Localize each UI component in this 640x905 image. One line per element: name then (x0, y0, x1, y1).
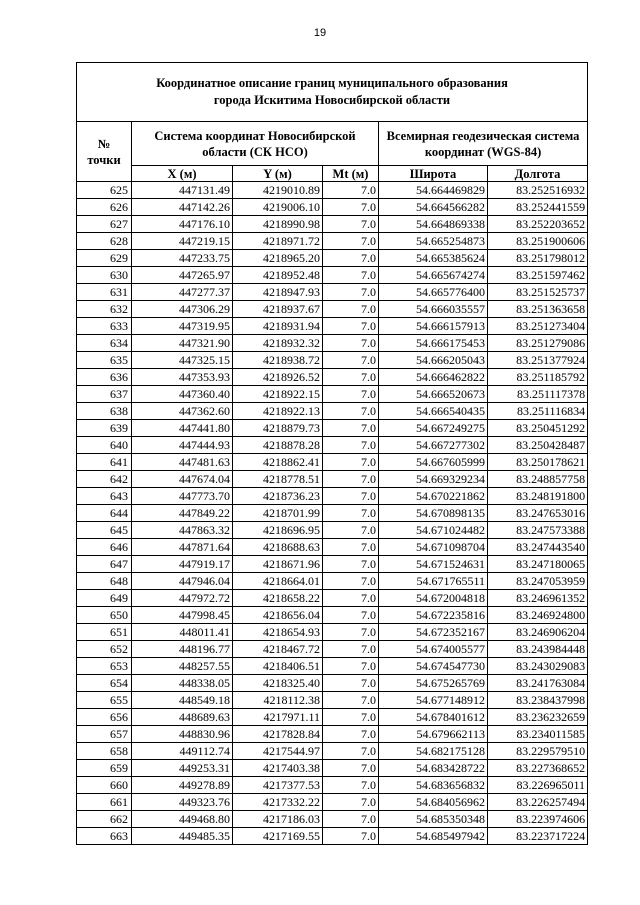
x-coordinate-cell: 447481.63 (132, 454, 233, 471)
mt-cell: 7.0 (323, 607, 379, 624)
table-title (77, 63, 588, 122)
point-number-cell: 646 (77, 539, 132, 556)
mt-cell: 7.0 (323, 828, 379, 845)
point-number-cell: 626 (77, 199, 132, 216)
y-coordinate-cell: 4218952.48 (233, 267, 323, 284)
longitude-column-header: Долгота (488, 166, 588, 182)
y-coordinate-cell: 4218931.94 (233, 318, 323, 335)
mt-cell: 7.0 (323, 403, 379, 420)
x-column-header: X (м) (132, 166, 233, 182)
latitude-cell: 54.667605999 (379, 454, 488, 471)
table-row (77, 420, 588, 437)
mt-cell: 7.0 (323, 675, 379, 692)
point-number-cell: 644 (77, 505, 132, 522)
x-coordinate-cell: 449323.76 (132, 794, 233, 811)
x-coordinate-cell: 449485.35 (132, 828, 233, 845)
latitude-cell: 54.672004818 (379, 590, 488, 607)
x-coordinate-cell: 448830.96 (132, 726, 233, 743)
table-row (77, 556, 588, 573)
longitude-cell: 83.236232659 (488, 709, 588, 726)
mt-cell: 7.0 (323, 573, 379, 590)
point-number-cell: 628 (77, 233, 132, 250)
latitude-cell: 54.666462822 (379, 369, 488, 386)
latitude-cell: 54.671024482 (379, 522, 488, 539)
longitude-cell: 83.251273404 (488, 318, 588, 335)
mt-cell: 7.0 (323, 437, 379, 454)
x-coordinate-cell: 447233.75 (132, 250, 233, 267)
latitude-cell: 54.666175453 (379, 335, 488, 352)
table-row (77, 284, 588, 301)
mt-cell: 7.0 (323, 199, 379, 216)
mt-cell: 7.0 (323, 182, 379, 199)
point-number-cell: 662 (77, 811, 132, 828)
y-coordinate-cell: 4218938.72 (233, 352, 323, 369)
y-coordinate-cell: 4218862.41 (233, 454, 323, 471)
longitude-cell: 83.251185792 (488, 369, 588, 386)
longitude-cell: 83.247443540 (488, 539, 588, 556)
point-number-cell: 649 (77, 590, 132, 607)
mt-cell: 7.0 (323, 811, 379, 828)
longitude-cell: 83.246961352 (488, 590, 588, 607)
mt-cell: 7.0 (323, 471, 379, 488)
longitude-cell: 83.248191800 (488, 488, 588, 505)
mt-cell: 7.0 (323, 250, 379, 267)
longitude-cell: 83.252516932 (488, 182, 588, 199)
mt-cell: 7.0 (323, 284, 379, 301)
y-coordinate-cell: 4218932.32 (233, 335, 323, 352)
table-row (77, 794, 588, 811)
x-coordinate-cell: 448689.63 (132, 709, 233, 726)
table-row (77, 539, 588, 556)
x-coordinate-cell: 447277.37 (132, 284, 233, 301)
mt-cell: 7.0 (323, 709, 379, 726)
point-number-cell: 636 (77, 369, 132, 386)
y-coordinate-cell: 4218112.38 (233, 692, 323, 709)
longitude-cell: 83.251798012 (488, 250, 588, 267)
table-row (77, 488, 588, 505)
y-coordinate-cell: 4217332.22 (233, 794, 323, 811)
y-coordinate-cell: 4218654.93 (233, 624, 323, 641)
latitude-cell: 54.669329234 (379, 471, 488, 488)
x-coordinate-cell: 447998.45 (132, 607, 233, 624)
mt-cell: 7.0 (323, 692, 379, 709)
longitude-cell: 83.250451292 (488, 420, 588, 437)
longitude-cell: 83.251363658 (488, 301, 588, 318)
mt-cell: 7.0 (323, 794, 379, 811)
table-row (77, 403, 588, 420)
x-coordinate-cell: 448011.41 (132, 624, 233, 641)
latitude-cell: 54.670221862 (379, 488, 488, 505)
table-row (77, 505, 588, 522)
longitude-cell: 83.252203652 (488, 216, 588, 233)
x-coordinate-cell: 447362.60 (132, 403, 233, 420)
y-coordinate-cell: 4218736.23 (233, 488, 323, 505)
table-row (77, 573, 588, 590)
latitude-cell: 54.675265769 (379, 675, 488, 692)
latitude-cell: 54.683428722 (379, 760, 488, 777)
y-coordinate-cell: 4217377.53 (233, 777, 323, 794)
y-coordinate-cell: 4218701.99 (233, 505, 323, 522)
point-number-cell: 641 (77, 454, 132, 471)
longitude-cell: 83.223974606 (488, 811, 588, 828)
mt-cell: 7.0 (323, 505, 379, 522)
latitude-cell: 54.666035557 (379, 301, 488, 318)
latitude-cell: 54.672352167 (379, 624, 488, 641)
x-coordinate-cell: 447306.29 (132, 301, 233, 318)
page-number: 19 (313, 27, 327, 39)
latitude-cell: 54.677148912 (379, 692, 488, 709)
table-row (77, 709, 588, 726)
y-coordinate-cell: 4218467.72 (233, 641, 323, 658)
point-number-cell: 655 (77, 692, 132, 709)
point-number-cell: 653 (77, 658, 132, 675)
mt-cell: 7.0 (323, 658, 379, 675)
table-row (77, 437, 588, 454)
table-row (77, 199, 588, 216)
table-row (77, 352, 588, 369)
point-number-cell: 657 (77, 726, 132, 743)
latitude-cell: 54.674005577 (379, 641, 488, 658)
y-column-header: Y (м) (233, 166, 323, 182)
point-number-header (77, 122, 132, 182)
x-coordinate-cell: 447219.15 (132, 233, 233, 250)
latitude-cell: 54.665385624 (379, 250, 488, 267)
x-coordinate-cell: 447849.22 (132, 505, 233, 522)
y-coordinate-cell: 4218406.51 (233, 658, 323, 675)
latitude-cell: 54.672235816 (379, 607, 488, 624)
latitude-cell: 54.682175128 (379, 743, 488, 760)
point-number-cell: 654 (77, 675, 132, 692)
mt-cell: 7.0 (323, 301, 379, 318)
table-row (77, 675, 588, 692)
y-coordinate-cell: 4218922.15 (233, 386, 323, 403)
longitude-cell: 83.246906204 (488, 624, 588, 641)
longitude-cell: 83.238437998 (488, 692, 588, 709)
x-coordinate-cell: 447871.64 (132, 539, 233, 556)
latitude-cell: 54.671524631 (379, 556, 488, 573)
point-number-cell: 648 (77, 573, 132, 590)
table-body (77, 182, 588, 845)
point-number-cell: 630 (77, 267, 132, 284)
x-coordinate-cell: 447325.15 (132, 352, 233, 369)
table-row (77, 828, 588, 845)
latitude-cell: 54.679662113 (379, 726, 488, 743)
mt-cell: 7.0 (323, 488, 379, 505)
latitude-cell: 54.671098704 (379, 539, 488, 556)
point-number-cell: 625 (77, 182, 132, 199)
point-number-cell: 638 (77, 403, 132, 420)
x-coordinate-cell: 448257.55 (132, 658, 233, 675)
x-coordinate-cell: 447142.26 (132, 199, 233, 216)
latitude-column-header: Широта (379, 166, 488, 182)
longitude-cell: 83.251900606 (488, 233, 588, 250)
y-coordinate-cell: 4218656.04 (233, 607, 323, 624)
latitude-cell: 54.664869338 (379, 216, 488, 233)
point-number-cell: 631 (77, 284, 132, 301)
table-row (77, 658, 588, 675)
y-coordinate-cell: 4219010.89 (233, 182, 323, 199)
point-number-cell: 661 (77, 794, 132, 811)
longitude-cell: 83.251279086 (488, 335, 588, 352)
point-number-cell: 660 (77, 777, 132, 794)
point-number-cell: 645 (77, 522, 132, 539)
longitude-cell: 83.246924800 (488, 607, 588, 624)
table-row (77, 454, 588, 471)
latitude-cell: 54.671765511 (379, 573, 488, 590)
table-row (77, 777, 588, 794)
latitude-cell: 54.666520673 (379, 386, 488, 403)
point-number-cell: 637 (77, 386, 132, 403)
longitude-cell: 83.247180065 (488, 556, 588, 573)
mt-cell: 7.0 (323, 318, 379, 335)
y-coordinate-cell: 4218671.96 (233, 556, 323, 573)
y-coordinate-cell: 4218696.95 (233, 522, 323, 539)
x-coordinate-cell: 448196.77 (132, 641, 233, 658)
table-row (77, 216, 588, 233)
x-coordinate-cell: 447773.70 (132, 488, 233, 505)
x-coordinate-cell: 447441.80 (132, 420, 233, 437)
table-row (77, 590, 588, 607)
mt-cell: 7.0 (323, 454, 379, 471)
y-coordinate-cell: 4218688.63 (233, 539, 323, 556)
x-coordinate-cell: 448338.05 (132, 675, 233, 692)
point-number-cell: 656 (77, 709, 132, 726)
mt-cell: 7.0 (323, 522, 379, 539)
y-coordinate-cell: 4217971.11 (233, 709, 323, 726)
point-number-cell: 663 (77, 828, 132, 845)
y-coordinate-cell: 4218664.01 (233, 573, 323, 590)
mt-cell: 7.0 (323, 233, 379, 250)
mt-cell: 7.0 (323, 641, 379, 658)
wgs84-system-header: Всемирная геодезическая система координат (WGS-84) (379, 122, 588, 166)
x-coordinate-cell: 448549.18 (132, 692, 233, 709)
latitude-cell: 54.664469829 (379, 182, 488, 199)
table-row (77, 267, 588, 284)
latitude-cell: 54.665776400 (379, 284, 488, 301)
point-number-cell: 658 (77, 743, 132, 760)
longitude-cell: 83.251377924 (488, 352, 588, 369)
table-title-line-2: города Искитима Новосибирской области (213, 93, 451, 107)
table-row (77, 743, 588, 760)
y-coordinate-cell: 4218922.13 (233, 403, 323, 420)
mt-cell: 7.0 (323, 760, 379, 777)
latitude-cell: 54.667249275 (379, 420, 488, 437)
y-coordinate-cell: 4218325.40 (233, 675, 323, 692)
latitude-cell: 54.665254873 (379, 233, 488, 250)
longitude-cell: 83.250428487 (488, 437, 588, 454)
x-coordinate-cell: 447444.93 (132, 437, 233, 454)
table-row (77, 386, 588, 403)
longitude-cell: 83.243984448 (488, 641, 588, 658)
coordinates-table (76, 62, 588, 845)
x-coordinate-cell: 447321.90 (132, 335, 233, 352)
x-coordinate-cell: 447919.17 (132, 556, 233, 573)
y-coordinate-cell: 4217544.97 (233, 743, 323, 760)
latitude-cell: 54.665674274 (379, 267, 488, 284)
point-number-cell: 634 (77, 335, 132, 352)
table-row (77, 726, 588, 743)
mt-column-header: Mt (м) (323, 166, 379, 182)
y-coordinate-cell: 4218658.22 (233, 590, 323, 607)
latitude-cell: 54.666157913 (379, 318, 488, 335)
x-coordinate-cell: 447319.95 (132, 318, 233, 335)
mt-cell: 7.0 (323, 267, 379, 284)
point-number-cell: 629 (77, 250, 132, 267)
longitude-cell: 83.229579510 (488, 743, 588, 760)
x-coordinate-cell: 447972.72 (132, 590, 233, 607)
point-number-cell: 633 (77, 318, 132, 335)
y-coordinate-cell: 4217169.55 (233, 828, 323, 845)
mt-cell: 7.0 (323, 743, 379, 760)
point-number-cell: 632 (77, 301, 132, 318)
x-coordinate-cell: 447265.97 (132, 267, 233, 284)
table-row (77, 811, 588, 828)
x-coordinate-cell: 447946.04 (132, 573, 233, 590)
latitude-cell: 54.666205043 (379, 352, 488, 369)
y-coordinate-cell: 4218926.52 (233, 369, 323, 386)
point-number-cell: 642 (77, 471, 132, 488)
latitude-cell: 54.684056962 (379, 794, 488, 811)
point-number-header-label: точки (87, 152, 121, 167)
y-coordinate-cell: 4217186.03 (233, 811, 323, 828)
mt-cell: 7.0 (323, 624, 379, 641)
y-coordinate-cell: 4218971.72 (233, 233, 323, 250)
mt-cell: 7.0 (323, 777, 379, 794)
x-coordinate-cell: 447176.10 (132, 216, 233, 233)
x-coordinate-cell: 449112.74 (132, 743, 233, 760)
table-title-line-1: Координатное описание границ муниципального образования (156, 76, 508, 90)
longitude-cell: 83.226257494 (488, 794, 588, 811)
longitude-cell: 83.251597462 (488, 267, 588, 284)
point-number-cell: 652 (77, 641, 132, 658)
y-coordinate-cell: 4217828.84 (233, 726, 323, 743)
table-row (77, 233, 588, 250)
x-coordinate-cell: 449468.80 (132, 811, 233, 828)
mt-cell: 7.0 (323, 420, 379, 437)
x-coordinate-cell: 447863.32 (132, 522, 233, 539)
y-coordinate-cell: 4218947.93 (233, 284, 323, 301)
point-number-cell: 651 (77, 624, 132, 641)
y-coordinate-cell: 4217403.38 (233, 760, 323, 777)
latitude-cell: 54.666540435 (379, 403, 488, 420)
longitude-cell: 83.248857758 (488, 471, 588, 488)
y-coordinate-cell: 4218990.98 (233, 216, 323, 233)
mt-cell: 7.0 (323, 369, 379, 386)
table-row (77, 318, 588, 335)
table-row (77, 369, 588, 386)
table-row (77, 641, 588, 658)
mt-cell: 7.0 (323, 386, 379, 403)
latitude-cell: 54.685350348 (379, 811, 488, 828)
longitude-cell: 83.243029083 (488, 658, 588, 675)
longitude-cell: 83.252441559 (488, 199, 588, 216)
latitude-cell: 54.670898135 (379, 505, 488, 522)
longitude-cell: 83.250178621 (488, 454, 588, 471)
mt-cell: 7.0 (323, 216, 379, 233)
y-coordinate-cell: 4218879.73 (233, 420, 323, 437)
point-number-cell: 627 (77, 216, 132, 233)
latitude-cell: 54.685497942 (379, 828, 488, 845)
mt-cell: 7.0 (323, 335, 379, 352)
point-number-cell: 659 (77, 760, 132, 777)
mt-cell: 7.0 (323, 539, 379, 556)
point-number-cell: 635 (77, 352, 132, 369)
x-coordinate-cell: 447360.40 (132, 386, 233, 403)
point-number-cell: 643 (77, 488, 132, 505)
latitude-cell: 54.683656832 (379, 777, 488, 794)
longitude-cell: 83.227368652 (488, 760, 588, 777)
longitude-cell: 83.223717224 (488, 828, 588, 845)
table-row (77, 182, 588, 199)
y-coordinate-cell: 4218878.28 (233, 437, 323, 454)
point-number-cell: 650 (77, 607, 132, 624)
longitude-cell: 83.251525737 (488, 284, 588, 301)
longitude-cell: 83.247573388 (488, 522, 588, 539)
nso-system-header: Система координат Новосибирской области (СК НСО) (132, 122, 379, 166)
y-coordinate-cell: 4219006.10 (233, 199, 323, 216)
table-row (77, 471, 588, 488)
point-number-cell: 639 (77, 420, 132, 437)
table-row (77, 624, 588, 641)
table-row (77, 250, 588, 267)
x-coordinate-cell: 447353.93 (132, 369, 233, 386)
point-number-cell: 640 (77, 437, 132, 454)
longitude-cell: 83.247053959 (488, 573, 588, 590)
longitude-cell: 83.251116834 (488, 403, 588, 420)
table-row (77, 522, 588, 539)
table-row (77, 335, 588, 352)
table-row (77, 692, 588, 709)
mt-cell: 7.0 (323, 352, 379, 369)
longitude-cell: 83.226965011 (488, 777, 588, 794)
longitude-cell: 83.234011585 (488, 726, 588, 743)
point-number-header-symbol: № (97, 136, 111, 151)
x-coordinate-cell: 447674.04 (132, 471, 233, 488)
latitude-cell: 54.678401612 (379, 709, 488, 726)
table-row (77, 607, 588, 624)
latitude-cell: 54.667277302 (379, 437, 488, 454)
x-coordinate-cell: 447131.49 (132, 182, 233, 199)
latitude-cell: 54.674547730 (379, 658, 488, 675)
longitude-cell: 83.247653016 (488, 505, 588, 522)
y-coordinate-cell: 4218937.67 (233, 301, 323, 318)
longitude-cell: 83.251117378 (488, 386, 588, 403)
table-row (77, 301, 588, 318)
mt-cell: 7.0 (323, 726, 379, 743)
y-coordinate-cell: 4218965.20 (233, 250, 323, 267)
table-row (77, 760, 588, 777)
latitude-cell: 54.664566282 (379, 199, 488, 216)
mt-cell: 7.0 (323, 590, 379, 607)
longitude-cell: 83.241763084 (488, 675, 588, 692)
mt-cell: 7.0 (323, 556, 379, 573)
x-coordinate-cell: 449253.31 (132, 760, 233, 777)
x-coordinate-cell: 449278.89 (132, 777, 233, 794)
y-coordinate-cell: 4218778.51 (233, 471, 323, 488)
point-number-cell: 647 (77, 556, 132, 573)
